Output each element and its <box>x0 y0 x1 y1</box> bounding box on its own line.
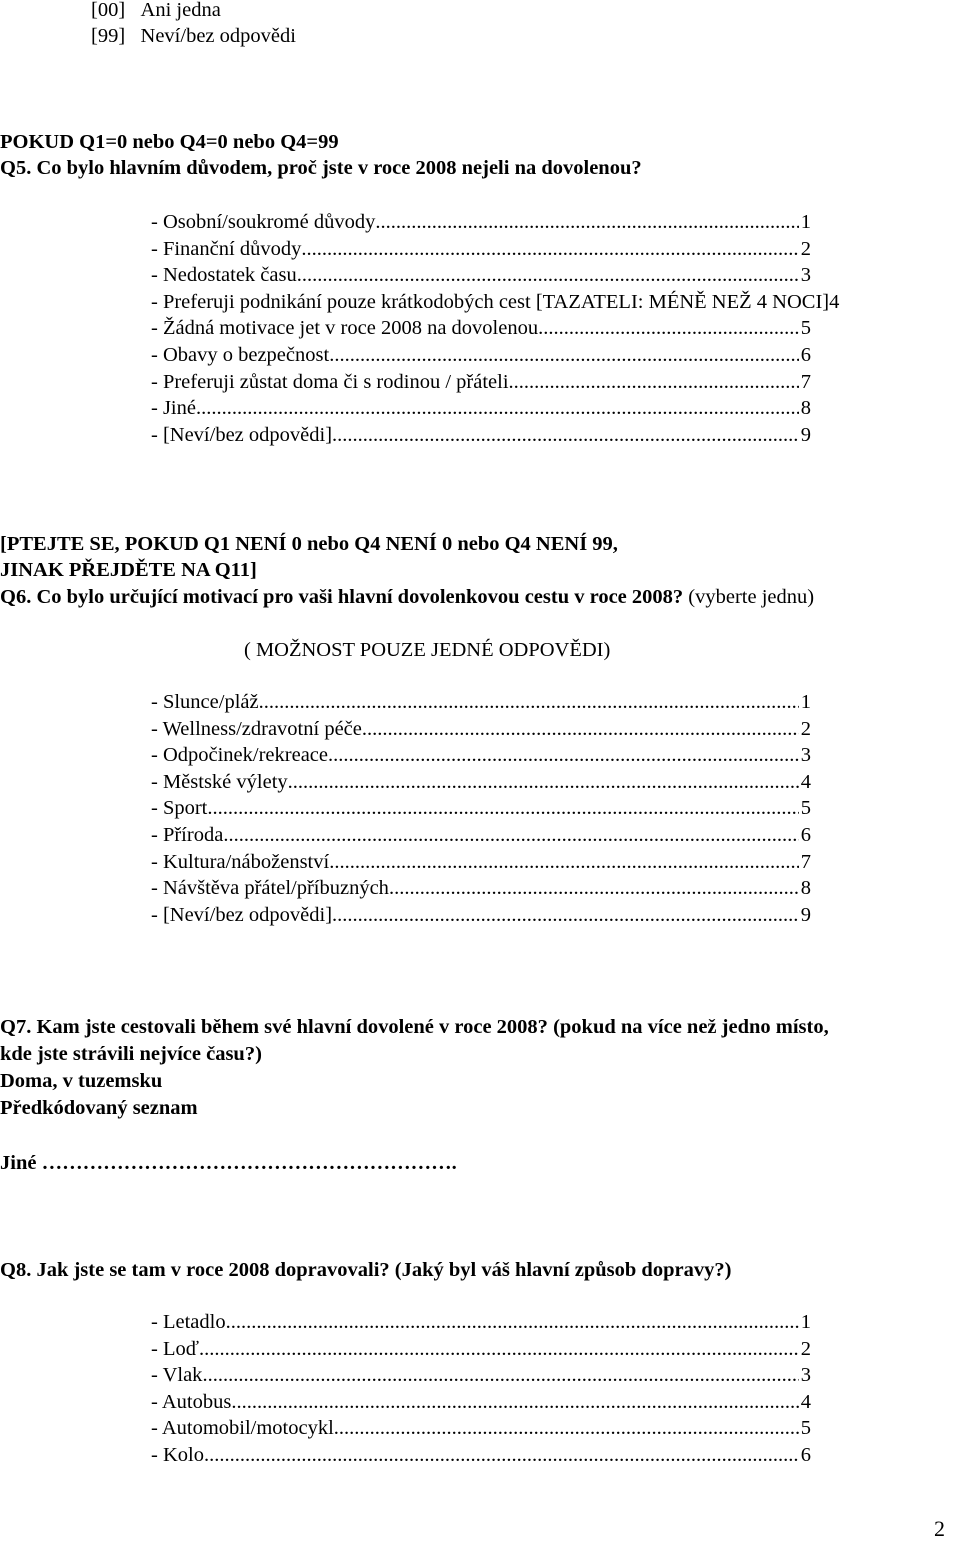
q6-question-line <box>0 584 814 611</box>
list-item: - [Neví/bez odpovědi] ..... 9 <box>151 422 811 449</box>
q5-condition: POKUD Q1=0 nebo Q4=0 nebo Q4=99 <box>0 131 339 153</box>
list-item: - Wellness/zdravotní péče ..... 2 <box>151 716 811 743</box>
q7-question: Q7. Kam jste cestovali během své hlavní dovolené v roce 2008? <box>0 1016 548 1038</box>
list-item: - Příroda ..... 6 <box>151 822 811 849</box>
list-item: - Městské výlety ..... 4 <box>151 769 811 796</box>
list-item: - Preferuji podnikání pouze krátkodobých cest [TAZATELI: MÉNĚ NEŽ 4 NOCI] 4 <box>151 290 840 313</box>
q7-question-note: (pokud na více než jedno místo, <box>547 1016 829 1038</box>
list-item: - Kultura/náboženství ..... 7 <box>151 849 811 876</box>
q8-question: Q8. Jak jste se tam v roce 2008 dopravovali? <box>0 1259 390 1281</box>
q8-options <box>151 1309 811 1469</box>
list-item: - [Neví/bez odpovědi] ..... 9 <box>151 902 811 929</box>
q8-question-line <box>0 1257 731 1284</box>
list-item: - Sport ..... 5 <box>151 795 811 822</box>
q6-instruction-line1: [PTEJTE SE, POKUD Q1 NENÍ 0 nebo Q4 NENÍ 0 nebo Q4 NENÍ 99, <box>0 533 618 555</box>
list-item: - Letadlo ..... 1 <box>151 1309 811 1336</box>
q6-options <box>151 689 811 928</box>
list-item: - Obavy o bezpečnost ..... 6 <box>151 342 811 369</box>
list-item: - Preferuji zůstat doma či s rodinou / přáteli ..... 7 <box>151 369 811 396</box>
option-dont-know: [99] Neví/bez odpovědi <box>91 25 296 47</box>
list-item: - Slunce/pláž ..... 1 <box>151 689 811 716</box>
list-item: - Návštěva přátel/příbuzných ..... 8 <box>151 875 811 902</box>
q5-options <box>151 209 840 448</box>
list-item: - Nedostatek času ..... 3 <box>151 262 811 289</box>
list-item: - Žádná motivace jet v roce 2008 na dovolenou ..... 5 <box>151 315 811 342</box>
q6-question-note: (vyberte jednu) <box>683 586 815 608</box>
page-number: 2 <box>934 1516 945 1541</box>
q6-subnote: ( MOŽNOST POUZE JEDNÉ ODPOVĚDI) <box>244 639 611 661</box>
list-item: - Autobus ..... 4 <box>151 1389 811 1416</box>
list-item: - Vlak ..... 3 <box>151 1362 811 1389</box>
q7-precoded-list: Předkódovaný seznam <box>0 1097 198 1119</box>
q6-instruction-line2: JINAK PŘEJDĚTE NA Q11] <box>0 559 257 581</box>
list-item: - Kolo ..... 6 <box>151 1442 811 1469</box>
list-item: - Automobil/motocykl ..... 5 <box>151 1415 811 1442</box>
q6-question: Q6. Co bylo určující motivací pro vaši hlavní dovolenkovou cestu v roce 2008? <box>0 586 684 608</box>
q7-other: Jiné ……………………………………………………. <box>0 1152 457 1174</box>
list-item: - Jiné ..... 8 <box>151 395 811 422</box>
option-none: [00] Ani jedna <box>91 0 221 21</box>
q7-domestic: Doma, v tuzemsku <box>0 1070 163 1092</box>
q8-question-note: (Jaký byl váš hlavní způsob dopravy?) <box>389 1259 732 1281</box>
list-item: - Odpočinek/rekreace ..... 3 <box>151 742 811 769</box>
list-item: - Loď ..... 2 <box>151 1336 811 1363</box>
q7-question-line <box>0 1014 829 1041</box>
list-item: - Osobní/soukromé důvody ..... 1 <box>151 209 811 236</box>
q7-question-line2: kde jste strávili nejvíce času?) <box>0 1043 262 1065</box>
q5-question: Q5. Co bylo hlavním důvodem, proč jste v roce 2008 nejeli na dovolenou? <box>0 157 642 179</box>
list-item: - Finanční důvody ..... 2 <box>151 236 811 263</box>
